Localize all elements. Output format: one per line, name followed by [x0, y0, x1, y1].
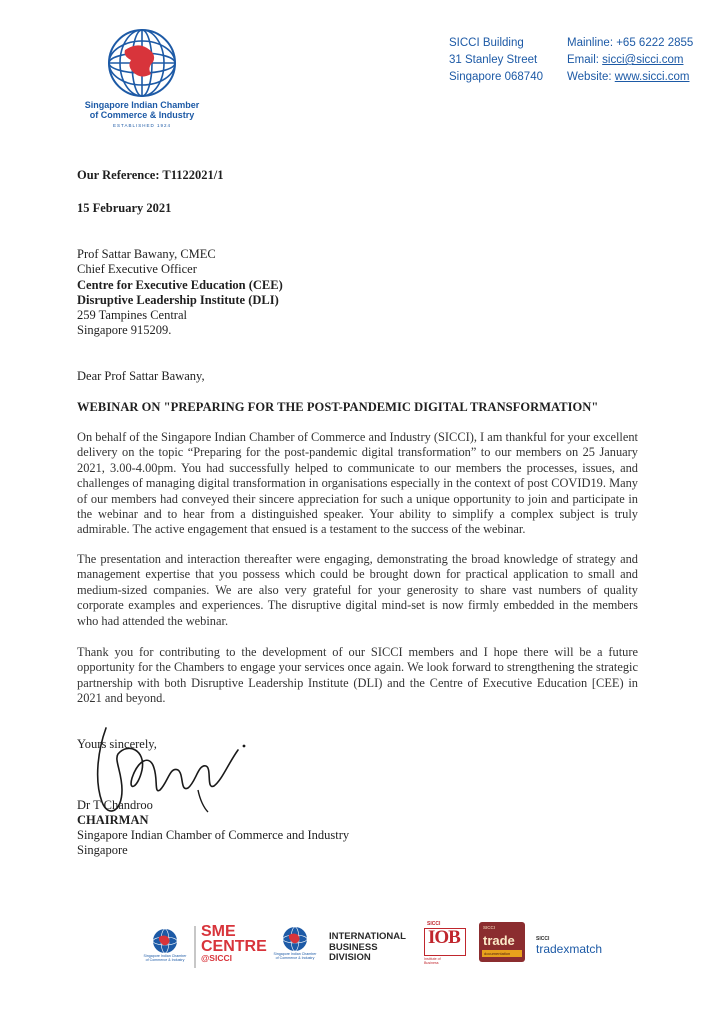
caption-line: Singapore Indian Chamber: [273, 952, 317, 956]
ibd-logo: [329, 932, 406, 964]
recipient-org1: Centre for Executive Education (CEE): [77, 277, 283, 292]
sicci-caption: [270, 952, 320, 960]
sicci-footer-logo: [140, 928, 190, 962]
sme-line1: SME: [201, 923, 236, 940]
mainline: Mainline: +65 6222 2855: [567, 37, 694, 49]
sme-line2: CENTRE: [201, 938, 267, 955]
salutation: Dear Prof Sattar Bawany,: [77, 369, 205, 383]
subject-line: WEBINAR ON "PREPARING FOR THE POST-PANDEMIC DIGITAL TRANSFORMATION": [77, 400, 599, 414]
ibd-line1: INTERNATIONAL: [329, 931, 406, 942]
contact-block: [567, 35, 693, 86]
trade-top: SICCI: [483, 925, 496, 930]
signatory-title: CHAIRMAN: [77, 813, 149, 827]
body-paragraph: Thank you for contributing to the development of our SICCI members and I hope there will be a future opportunity for the Chambers to engage your services once again. We look forward to strengthening the strategic partnership with both Disruptive Leadership Institute (DLI) and the Centre of Executive Education [CEE) in 2021 and beyond.: [77, 645, 638, 706]
divider: [194, 926, 196, 968]
website-line: [567, 69, 693, 86]
body-paragraph: The presentation and interaction thereafter were engaging, demonstrating the broad knowledge of strategy and management expertise that you possess which could be brought down for practical application to small and medium-sized companies. We are also very grateful for your generosity to share vast numbers of quality corporate examples and experiences. The disruptive digital mind-set is now firmly embedded in the members who had attended the webinar.: [77, 552, 638, 628]
iob-box: [424, 921, 466, 956]
ibd-line3: DIVISION: [329, 952, 371, 963]
recipient-address: [77, 247, 283, 339]
email-line: [567, 52, 693, 69]
iob-sub: [424, 957, 466, 965]
globe-icon: [107, 28, 177, 98]
signatory-org: Singapore Indian Chamber of Commerce and Industry: [77, 828, 350, 842]
recipient-title: Chief Executive Officer: [77, 262, 197, 277]
iob-sub-line: Institute of: [424, 957, 441, 961]
recipient-name: Prof Sattar Bawany, CMEC: [77, 247, 216, 261]
sicci-logo: [72, 28, 212, 128]
iob-word: IOB: [428, 927, 460, 948]
iob-top: SICCI: [427, 921, 441, 927]
caption-line: of Commerce & Industry: [275, 956, 315, 960]
website-link[interactable]: www.sicci.com: [614, 71, 690, 83]
sme-line3: @SICCI: [201, 953, 232, 963]
tradematch-word: tradexmatch: [536, 942, 603, 956]
address-line: 31 Stanley Street: [449, 54, 538, 66]
email-label: Email:: [567, 54, 603, 66]
caption-line: of Commerce & Industry: [145, 958, 185, 962]
signatory-city: Singapore: [77, 843, 128, 857]
sicci-caption: [140, 954, 190, 962]
org-name-line2: of Commerce & Industry: [89, 110, 195, 120]
established-text: ESTABLISHED 1924: [113, 123, 171, 128]
footer-logos: [0, 918, 724, 978]
body-paragraph: On behalf of the Singapore Indian Chamber of Commerce and Industry (SICCI), I am thankful for your excellent delivery on the topic “Preparing for the post-pandemic digital transformation” to our members on 25 January 2021, 3.00-4.00pm. You had successfully helped to communicate to our members the processes, issues, and challenges of managing digital transformation in organisations especially in the context of post COVID19. Many of our members had conveyed their sincere appreciation for such a unique opportunity to join and participate in the webinar and to hear from a distinguished speaker. Your ability to simplify a complex subject is truly admirable. The active engagement that ensued is a testament to the success of the webinar.: [77, 430, 638, 537]
trade-box: [479, 922, 525, 962]
address-line: Singapore 068740: [449, 71, 543, 83]
email-link[interactable]: sicci@sicci.com: [602, 54, 684, 66]
address-line: SICCI Building: [449, 37, 524, 49]
tradematch-logo: [536, 936, 602, 956]
recipient-city: Singapore 915209.: [77, 323, 172, 338]
website-label: Website:: [567, 71, 615, 83]
sicci-footer-logo-2: [270, 926, 320, 960]
org-name-line1: Singapore Indian Chamber: [84, 100, 200, 110]
signatory-block: [77, 798, 349, 858]
org-name: [72, 100, 212, 120]
address-block: [449, 35, 543, 86]
reference-number: Our Reference: T1122021/1: [77, 168, 224, 182]
closing: Yours sincerely,: [77, 737, 157, 751]
sme-centre-logo: [201, 924, 267, 963]
trade-sub: documentation: [484, 951, 511, 956]
iob-logo: [424, 921, 466, 965]
ibd-line2: BUSINESS: [329, 941, 378, 953]
recipient-street: 259 Tampines Central: [77, 308, 187, 323]
letter-date: 15 February 2021: [77, 201, 172, 215]
caption-line: Singapore Indian Chamber: [143, 954, 187, 958]
globe-icon: [152, 928, 178, 954]
trade-word: trade: [483, 933, 515, 948]
signatory-name: Dr T Chandroo: [77, 798, 153, 812]
recipient-org2: Disruptive Leadership Institute (DLI): [77, 292, 279, 307]
iob-sub-line: Business: [424, 961, 439, 965]
trade-documentation-logo: [479, 922, 525, 962]
tradematch-top: SICCI: [536, 936, 550, 942]
globe-icon: [282, 926, 308, 952]
